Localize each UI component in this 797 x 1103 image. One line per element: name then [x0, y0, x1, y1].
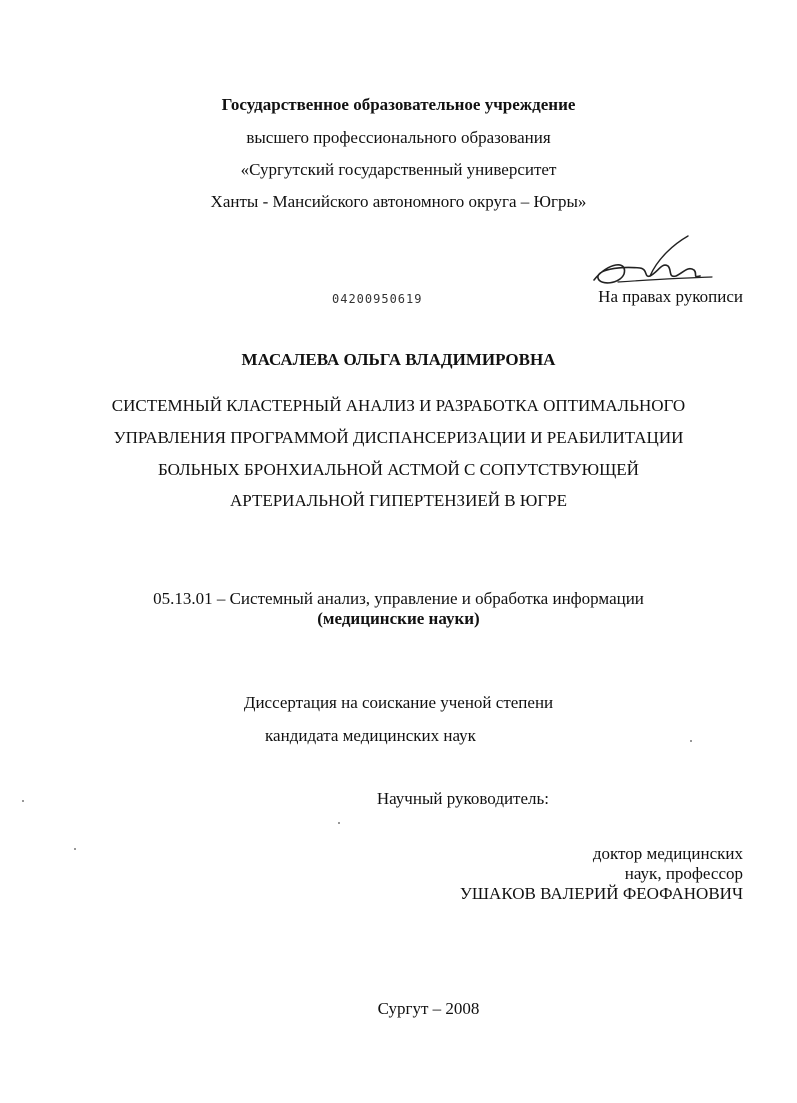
scan-speck	[338, 822, 340, 824]
specialty-code: 05.13.01 – Системный анализ, управление и обработка информации	[153, 589, 644, 608]
scan-speck	[22, 800, 24, 802]
scan-speck	[690, 740, 692, 742]
author-name: МАСАЛЕВА ОЛЬГА ВЛАДИМИРОВНА	[241, 350, 556, 369]
place-year: Сургут – 2008	[377, 999, 480, 1018]
degree-line-2: кандидата медицинских наук	[265, 726, 476, 745]
specialty-field: (медицинские науки)	[317, 609, 480, 628]
manuscript-note: На правах рукописи	[598, 287, 743, 306]
institution-line-2: высшего профессионального образования	[246, 128, 551, 147]
title-line-3: БОЛЬНЫХ БРОНХИАЛЬНОЙ АСТМОЙ С СОПУТСТВУЮЩЕЙ	[158, 460, 639, 479]
advisor-title-1: доктор медицинских	[592, 844, 743, 863]
institution-line-1: Государственное образовательное учреждение	[221, 95, 576, 114]
degree-line-1: Диссертация на соискание ученой степени	[243, 693, 554, 712]
institution-line-4: Ханты - Мансийского автономного округа – Югры»	[210, 192, 587, 211]
institution-line-3: «Сургутский государственный университет	[240, 160, 557, 179]
title-line-1: СИСТЕМНЫЙ КЛАСТЕРНЫЙ АНАЛИЗ И РАЗРАБОТКА ОПТИМАЛЬНОГО	[111, 396, 686, 415]
advisor-title-2: наук, профессор	[624, 864, 743, 883]
archive-number: 04200950619	[332, 292, 423, 306]
advisor-name: УШАКОВ ВАЛЕРИЙ ФЕОФАНОВИЧ	[459, 884, 743, 903]
title-line-4: АРТЕРИАЛЬНОЙ ГИПЕРТЕНЗИЕЙ В ЮГРЕ	[230, 491, 567, 510]
title-line-2: УПРАВЛЕНИЯ ПРОГРАММОЙ ДИСПАНСЕРИЗАЦИИ И РЕАБИЛИТАЦИИ	[113, 428, 684, 447]
advisor-label: Научный руководитель:	[376, 789, 549, 808]
signature-icon	[588, 232, 718, 292]
scan-speck	[74, 848, 76, 850]
